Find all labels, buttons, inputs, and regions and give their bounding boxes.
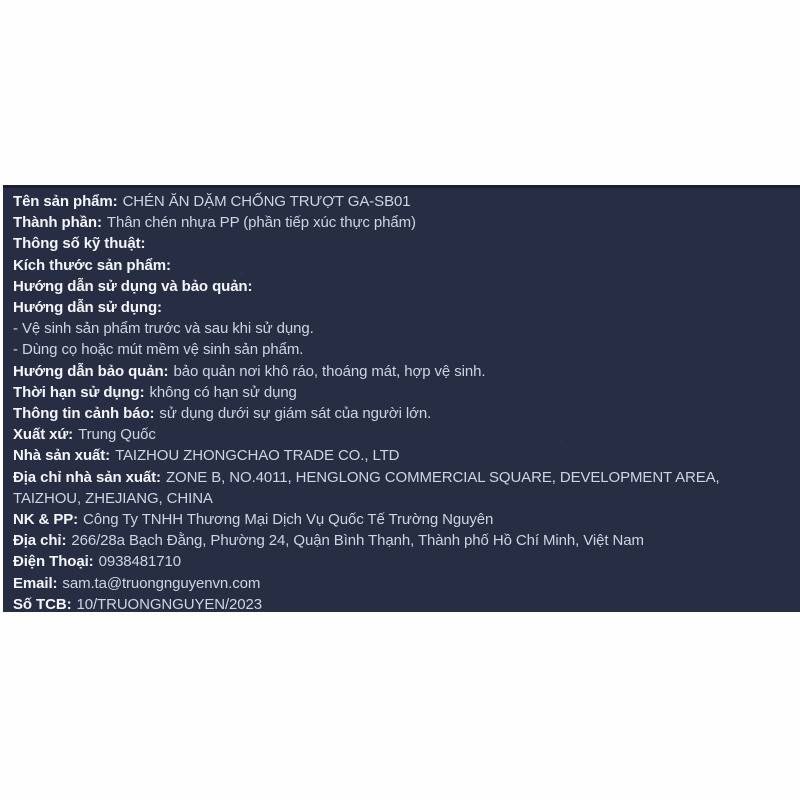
field-label: NK & PP: (13, 511, 79, 529)
field-label: Thông tin cảnh báo: (13, 405, 155, 423)
label-field-row (13, 339, 790, 360)
label-field-row (13, 276, 790, 297)
field-value: 266/28a Bạch Đằng, Phường 24, Quận Bình Thạnh, Thành phố Hồ Chí Minh, Việt Nam (71, 532, 644, 550)
field-value: ZONE B, NO.4011, HENGLONG COMMERCIAL SQUARE, DEVELOPMENT AREA, TAIZHOU, ZHEJIANG, CHINA (13, 468, 720, 507)
label-field-list (13, 191, 790, 615)
field-label: Hướng dẫn bảo quản: (13, 362, 169, 380)
label-field-row (13, 573, 790, 594)
field-value: 0938481710 (98, 553, 182, 571)
label-field-row (13, 255, 790, 276)
field-label: Hướng dẫn sử dụng và bảo quản: (13, 277, 253, 295)
field-value: không có hạn sử dụng (149, 383, 297, 401)
label-field-row (13, 382, 790, 403)
product-info-label (3, 185, 800, 612)
label-field-row (13, 467, 790, 509)
label-field-row (13, 318, 790, 339)
field-value: bảo quản nơi khô ráo, thoáng mát, hợp vệ sinh. (173, 362, 486, 380)
field-value: sử dụng dưới sự giám sát của người lớn. (159, 405, 432, 423)
field-label: Địa chỉ: (13, 532, 67, 550)
field-value: - Dùng cọ hoặc mút mềm vệ sinh sản phẩm. (13, 341, 304, 359)
label-field-row (13, 212, 790, 233)
field-label: Xuất xứ: (13, 426, 74, 444)
field-label: Thông số kỹ thuật: (13, 235, 146, 253)
field-value: - Vệ sinh sản phẩm trước và sau khi sử dụng. (13, 320, 314, 338)
field-label: Tên sản phẩm: (13, 193, 118, 210)
field-value: Trung Quốc (78, 426, 156, 444)
label-field-row (13, 361, 790, 382)
label-field-row (13, 530, 790, 551)
field-label: Thời hạn sử dụng: (13, 383, 145, 401)
field-label: Thành phần: (13, 214, 102, 232)
label-field-row (13, 509, 790, 530)
field-label: Hướng dẫn sử dụng: (13, 299, 162, 317)
field-label: Số TCB: (13, 595, 72, 613)
field-value: TAIZHOU ZHONGCHAO TRADE CO., LTD (115, 447, 400, 465)
field-value: CHÉN ĂN DẶM CHỐNG TRƯỢT GA-SB01 (122, 193, 411, 210)
label-field-row (13, 233, 790, 254)
label-field-row (13, 424, 790, 445)
label-field-row (13, 191, 790, 212)
field-label: Kích thước sản phẩm: (13, 256, 171, 274)
field-value: 10/TRUONGNGUYEN/2023 (76, 595, 263, 613)
field-label: Điện Thoại: (13, 553, 94, 571)
label-field-row (13, 445, 790, 466)
field-label: Email: (13, 574, 58, 592)
label-field-row (13, 403, 790, 424)
label-field-row (13, 594, 790, 615)
label-field-row (13, 551, 790, 572)
label-field-row (13, 297, 790, 318)
field-value: sam.ta@truongnguyenvn.com (62, 574, 261, 592)
field-value: Thân chén nhựa PP (phần tiếp xúc thực phẩm) (106, 214, 416, 232)
field-label: Địa chỉ nhà sản xuất: (13, 468, 161, 486)
field-value: Công Ty TNHH Thương Mại Dịch Vụ Quốc Tế Trường Nguyên (83, 511, 494, 529)
field-label: Nhà sản xuất: (13, 447, 111, 465)
